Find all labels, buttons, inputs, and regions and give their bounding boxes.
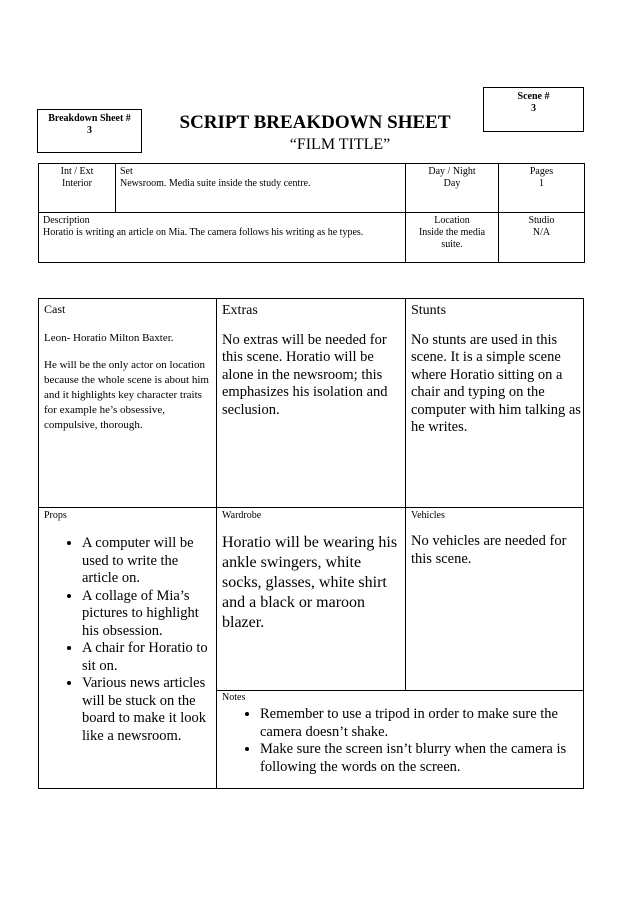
cast-section	[44, 302, 212, 433]
pages-value: 1	[539, 178, 544, 189]
vehicles-label: Vehicles	[411, 510, 445, 521]
props-section	[44, 510, 214, 745]
notes-label: Notes	[222, 692, 246, 703]
location-value: Inside the media suite.	[418, 227, 486, 250]
page-title: SCRIPT BREAKDOWN SHEET	[179, 112, 451, 133]
props-list	[44, 535, 214, 745]
grid-divider	[216, 690, 583, 691]
list-item: • Remember to use a tripod in order to make sure the camera doesn’t shake.	[260, 706, 582, 741]
studio-cell	[499, 213, 585, 263]
list-item: • A collage of Mia’s pictures to highlight his obsession.	[82, 588, 214, 641]
description-label: Description	[43, 215, 90, 226]
description-value: Horatio is writing an article on Mia. The camera follows his writing as he types.	[43, 227, 364, 238]
day-night-label: Day / Night	[428, 166, 476, 177]
extras-description: No extras will be needed for this scene. Horatio will be alone in the newsroom; this emphasizes his isolation and seclusion.	[222, 331, 388, 418]
day-night-cell	[406, 164, 499, 213]
cast-description: He will be the only actor on location because the whole scene is about him and it highlights key character traits for example he’s obsessive, compulsive, thorough.	[44, 359, 209, 431]
set-label: Set	[120, 166, 133, 177]
wardrobe-description: Horatio will be wearing his ankle swingers, white socks, glasses, white shirt and a black or maroon blazer.	[222, 534, 398, 631]
scene-number: 3	[531, 103, 536, 114]
location-cell	[406, 213, 499, 263]
grid-divider	[216, 299, 217, 788]
wardrobe-section	[222, 510, 402, 633]
scene-label: Scene #	[517, 91, 550, 102]
studio-value: N/A	[532, 227, 551, 238]
breakdown-sheet-number: 3	[87, 125, 92, 136]
scene-number-box	[483, 87, 584, 132]
list-item: • Various news articles will be stuck on the board to make it look like a newsroom.	[82, 675, 214, 745]
int-ext-value: Interior	[62, 178, 92, 189]
cast-label: Cast	[44, 302, 66, 316]
description-cell	[39, 213, 406, 263]
scene-info-table	[38, 163, 585, 263]
wardrobe-label: Wardrobe	[222, 510, 262, 521]
film-title: “FILM TITLE”	[289, 136, 391, 153]
breakdown-sheet-number-box	[37, 109, 142, 153]
list-item: • A computer will be used to write the article on.	[82, 535, 214, 588]
pages-cell	[499, 164, 585, 213]
location-label: Location	[434, 215, 470, 226]
grid-divider	[405, 299, 406, 690]
extras-label: Extras	[222, 303, 258, 318]
stunts-section	[411, 302, 581, 437]
int-ext-cell	[39, 164, 116, 213]
breakdown-sheet-label: Breakdown Sheet #	[48, 113, 131, 124]
vehicles-description: No vehicles are needed for this scene.	[411, 533, 567, 567]
notes-list	[222, 706, 582, 776]
cast-name: Leon- Horatio Milton Baxter.	[44, 332, 174, 344]
studio-label: Studio	[528, 215, 555, 226]
breakdown-grid	[38, 298, 584, 789]
list-item: • A chair for Horatio to sit on.	[82, 640, 214, 675]
stunts-label: Stunts	[411, 303, 447, 318]
extras-section	[222, 302, 402, 419]
vehicles-section	[411, 510, 581, 568]
list-item: • Make sure the screen isn’t blurry when the camera is following the words on the screen.	[260, 741, 582, 776]
pages-label: Pages	[529, 166, 554, 177]
props-label: Props	[44, 510, 67, 521]
set-value: Newsroom. Media suite inside the study centre.	[120, 178, 311, 189]
notes-section	[222, 692, 582, 776]
set-cell	[116, 164, 406, 213]
stunts-description: No stunts are used in this scene. It is a simple scene where Horatio sitting on a chair and typing on the computer with him talking as he writes.	[411, 331, 581, 435]
day-night-value: Day	[443, 178, 461, 189]
grid-divider	[39, 507, 583, 508]
int-ext-label: Int / Ext	[60, 166, 94, 177]
